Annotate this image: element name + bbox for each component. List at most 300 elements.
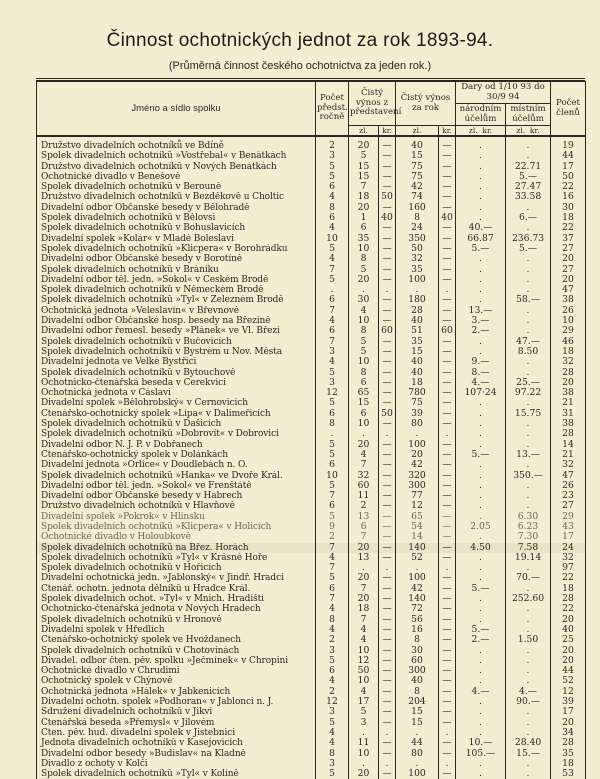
row-members: 20	[551, 615, 586, 625]
row-members: 19	[551, 136, 586, 151]
row-performances: 5	[316, 244, 349, 254]
table-row	[37, 481, 586, 491]
row-net-per-performance-zl: 15	[349, 172, 379, 182]
row-members: 28	[551, 368, 586, 378]
row-net-per-performance-zl: .	[349, 429, 379, 439]
row-net-year-zl: 24	[396, 223, 439, 233]
row-donation-national: 4.—	[456, 378, 506, 388]
row-members: 37	[551, 234, 586, 244]
table-row	[37, 347, 586, 357]
row-name: Divadelní spolek »Kolár« v Mladé Boleslavi	[37, 234, 316, 244]
row-net-year-zl: 28	[396, 306, 439, 316]
row-name: Jednota divadelních ochotníků v Kasejovicích	[37, 738, 316, 748]
row-donation-local: .	[506, 501, 551, 511]
row-donation-national: 5.—	[456, 625, 506, 635]
row-donation-national: .	[456, 707, 506, 717]
row-name: Spolek divadelních ochotníků »Vostřebal« v Benátkách	[37, 151, 316, 161]
row-performances: 3	[316, 151, 349, 161]
row-performances: 4	[316, 553, 349, 563]
row-net-per-performance-kr: —	[379, 625, 396, 635]
row-donation-local: .	[506, 656, 551, 666]
row-name: Spolek divadelních ochot. »Tyl« v Mnich. Hradišti	[37, 594, 316, 604]
row-donation-local: .	[506, 491, 551, 501]
row-performances: 8	[316, 749, 349, 759]
row-donation-national: 5.—	[456, 584, 506, 594]
row-net-year-zl: 15	[396, 347, 439, 357]
row-donation-local: .	[506, 460, 551, 470]
row-net-year-zl: 42	[396, 460, 439, 470]
row-net-year-kr: —	[439, 254, 456, 264]
page-subtitle: (Průměrná činnost českého ochotnictva za jeden rok.)	[168, 60, 432, 72]
row-net-per-performance-kr: 50	[379, 192, 396, 202]
row-name: Spolek divadelních ochotníků v Hořicích	[37, 563, 316, 573]
row-members: 38	[551, 388, 586, 398]
row-net-year-zl: 54	[396, 522, 439, 532]
row-performances: .	[316, 429, 349, 439]
row-name: Spolek divadelních ochotníků »Klicpera« v Borohrádku	[37, 244, 316, 254]
activity-table	[36, 81, 586, 779]
row-net-year-zl: 74	[396, 192, 439, 202]
row-net-year-kr: —	[439, 666, 456, 676]
unit-zl-kr-local: zl. kr.	[506, 126, 551, 137]
row-name: Ochotnicko-čtenářská jednota v Nových Hradech	[37, 604, 316, 614]
row-donation-national: .	[456, 265, 506, 275]
row-net-per-performance-kr: .	[379, 563, 396, 573]
row-members: 47	[551, 471, 586, 481]
row-performances: 7	[316, 265, 349, 275]
row-net-year-kr: —	[439, 522, 456, 532]
row-net-per-performance-kr: 60	[379, 326, 396, 336]
row-net-year-kr: —	[439, 749, 456, 759]
row-net-year-kr: —	[439, 398, 456, 408]
table-row	[37, 553, 586, 563]
row-donation-local: .	[506, 285, 551, 295]
row-net-year-kr: —	[439, 656, 456, 666]
row-net-per-performance-kr: —	[379, 676, 396, 686]
table-row	[37, 460, 586, 470]
row-donation-national: .	[456, 460, 506, 470]
row-net-year-zl: 140	[396, 543, 439, 553]
row-net-year-zl: 20	[396, 450, 439, 460]
row-donation-local: .	[506, 265, 551, 275]
row-net-per-performance-zl: 65	[349, 388, 379, 398]
row-net-per-performance-kr: —	[379, 234, 396, 244]
row-net-year-kr: 40	[439, 213, 456, 223]
row-performances: 4	[316, 357, 349, 367]
row-members: 38	[551, 419, 586, 429]
row-members: 20	[551, 254, 586, 264]
row-net-year-zl: 8	[396, 687, 439, 697]
row-net-year-kr: —	[439, 584, 456, 594]
header-members: Počet členů	[551, 82, 586, 137]
row-name: Divadelní spolek v Hředlích	[37, 625, 316, 635]
row-net-per-performance-kr: —	[379, 491, 396, 501]
row-name: Ochotnická jednota »Veleslavín« v Břevnově	[37, 306, 316, 316]
table-row	[37, 244, 586, 254]
row-donation-national: .	[456, 337, 506, 347]
row-members: 38	[551, 295, 586, 305]
row-net-year-kr: —	[439, 151, 456, 161]
row-members: 18	[551, 584, 586, 594]
row-performances: 2	[316, 687, 349, 697]
row-members: 28	[551, 738, 586, 748]
row-donation-national: 2.—	[456, 635, 506, 645]
row-donation-national: 3.—	[456, 316, 506, 326]
row-name: Divadelní odbor Občanské hosp. besedy na Březině	[37, 316, 316, 326]
row-performances: 5	[316, 368, 349, 378]
row-net-per-performance-zl: 20	[349, 136, 379, 151]
row-name: Ochotnicko-čtenářská beseda v Cerekvici	[37, 378, 316, 388]
row-net-per-performance-kr: —	[379, 532, 396, 542]
table-row	[37, 749, 586, 759]
table-row	[37, 656, 586, 666]
table-row	[37, 522, 586, 532]
row-net-per-performance-zl: 32	[349, 471, 379, 481]
row-donation-national: .	[456, 419, 506, 429]
row-net-per-performance-zl: 3	[349, 718, 379, 728]
row-donation-national: 10.—	[456, 738, 506, 748]
row-donation-national: .	[456, 481, 506, 491]
row-net-per-performance-zl: 10	[349, 419, 379, 429]
table-row	[37, 213, 586, 223]
row-donation-local: 22.71	[506, 162, 551, 172]
row-net-year-zl: 56	[396, 615, 439, 625]
row-name: Divadlo z ochoty v Kolči	[37, 759, 316, 769]
table-row	[37, 368, 586, 378]
row-performances: 8	[316, 615, 349, 625]
row-name: Spolek divadelních ochotníků v Německém Brodě	[37, 285, 316, 295]
row-name: Spolek divadelních ochotníků »Tyl« v Železném Brodě	[37, 295, 316, 305]
row-net-year-zl: 77	[396, 491, 439, 501]
row-net-per-performance-zl: 4	[349, 306, 379, 316]
row-donation-national: .	[456, 275, 506, 285]
row-members: 30	[551, 203, 586, 213]
row-name: Divadelní jednota »Orlice« v Doudlebách n. O.	[37, 460, 316, 470]
row-performances: 3	[316, 347, 349, 357]
row-performances: 4	[316, 728, 349, 738]
row-donation-national: .	[456, 429, 506, 439]
row-net-year-kr: —	[439, 676, 456, 686]
row-performances: 6	[316, 213, 349, 223]
table-row	[37, 254, 586, 264]
row-name: Čtenářsko-ochotnický spolek ve Hvoždanech	[37, 635, 316, 645]
row-net-per-performance-zl: 11	[349, 738, 379, 748]
row-net-per-performance-kr: —	[379, 357, 396, 367]
row-net-year-zl: 300	[396, 481, 439, 491]
row-performances: 8	[316, 419, 349, 429]
row-performances: 10	[316, 234, 349, 244]
row-net-per-performance-kr: —	[379, 697, 396, 707]
row-net-per-performance-kr: —	[379, 573, 396, 583]
row-performances: 7	[316, 594, 349, 604]
row-performances: 6	[316, 182, 349, 192]
row-members: 17	[551, 162, 586, 172]
row-net-year-zl: 52	[396, 553, 439, 563]
row-members: 17	[551, 532, 586, 542]
row-donation-local: 4.—	[506, 687, 551, 697]
row-net-per-performance-zl: 10	[349, 244, 379, 254]
row-net-year-kr: —	[439, 347, 456, 357]
row-net-per-performance-zl: 60	[349, 481, 379, 491]
table-row	[37, 440, 586, 450]
table-row	[37, 563, 586, 573]
row-performances: 5	[316, 398, 349, 408]
row-donation-national: .	[456, 604, 506, 614]
table-row	[37, 419, 586, 429]
row-performances: 4	[316, 223, 349, 233]
row-donation-national: .	[456, 656, 506, 666]
row-net-year-kr: —	[439, 378, 456, 388]
row-net-per-performance-kr: —	[379, 151, 396, 161]
row-members: 27	[551, 244, 586, 254]
row-name: Divadelní odbor Občanské besedy v Habrech	[37, 491, 316, 501]
row-net-year-zl: 35	[396, 337, 439, 347]
row-net-year-kr: —	[439, 172, 456, 182]
row-net-year-zl: 100	[396, 769, 439, 779]
table-row	[37, 584, 586, 594]
row-name: Divadelní jednota ve Velké Bystřici	[37, 357, 316, 367]
row-performances: 5	[316, 162, 349, 172]
row-net-per-performance-kr: —	[379, 749, 396, 759]
row-donation-local: 5.—	[506, 244, 551, 254]
row-net-per-performance-kr: —	[379, 687, 396, 697]
row-members: 18	[551, 347, 586, 357]
table-row	[37, 409, 586, 419]
row-net-year-zl: 8	[396, 213, 439, 223]
row-net-year-kr: .	[439, 285, 456, 295]
table-row	[37, 697, 586, 707]
row-net-per-performance-zl: .	[349, 563, 379, 573]
row-members: 22	[551, 223, 586, 233]
row-net-per-performance-zl: 20	[349, 203, 379, 213]
row-net-year-kr: —	[439, 481, 456, 491]
row-net-year-zl: 40	[396, 676, 439, 686]
row-net-per-performance-kr: —	[379, 635, 396, 645]
table-row	[37, 172, 586, 182]
row-net-per-performance-kr: —	[379, 646, 396, 656]
unit-zl-kr-national: zl. kr.	[456, 126, 506, 137]
table-row	[37, 326, 586, 336]
row-net-per-performance-zl: 20	[349, 440, 379, 450]
row-donation-local: 252.60	[506, 594, 551, 604]
row-net-per-performance-kr: .	[379, 728, 396, 738]
table-row	[37, 646, 586, 656]
table-row	[37, 759, 586, 769]
row-performances: 4	[316, 192, 349, 202]
row-donation-national: .	[456, 718, 506, 728]
row-net-per-performance-zl: 30	[349, 295, 379, 305]
row-net-year-kr: .	[439, 728, 456, 738]
row-net-year-zl: 39	[396, 409, 439, 419]
row-net-per-performance-kr: —	[379, 162, 396, 172]
row-donation-local: .	[506, 368, 551, 378]
row-donation-national: .	[456, 254, 506, 264]
row-donation-local: 27.47	[506, 182, 551, 192]
table-header	[37, 82, 586, 137]
row-net-per-performance-zl: 8	[349, 326, 379, 336]
row-net-year-zl: 100	[396, 275, 439, 285]
row-net-per-performance-zl: 5	[349, 347, 379, 357]
row-net-year-zl: 51	[396, 326, 439, 336]
row-donation-local: 47.—	[506, 337, 551, 347]
row-net-year-kr: —	[439, 738, 456, 748]
row-net-year-zl: 14	[396, 532, 439, 542]
row-net-per-performance-zl: 7	[349, 615, 379, 625]
row-net-per-performance-kr: —	[379, 707, 396, 717]
row-performances: 4	[316, 625, 349, 635]
row-net-year-kr: —	[439, 316, 456, 326]
row-donation-local: 70.—	[506, 573, 551, 583]
table-row	[37, 594, 586, 604]
row-donation-national: .	[456, 182, 506, 192]
row-donation-local: 25.—	[506, 378, 551, 388]
row-donation-local: 6.30	[506, 512, 551, 522]
row-name: Spolek divadelních ochotníků »Tyl« v Kolíně	[37, 769, 316, 779]
row-net-year-kr: .	[439, 563, 456, 573]
row-name: Družstvo divadelních ochotníků v Nových Benátkách	[37, 162, 316, 172]
row-net-per-performance-kr: .	[379, 759, 396, 769]
row-members: 20	[551, 378, 586, 388]
row-net-year-kr: —	[439, 192, 456, 202]
row-performances: 7	[316, 491, 349, 501]
row-net-per-performance-zl: 20	[349, 769, 379, 779]
row-donation-local: .	[506, 707, 551, 717]
row-donation-national: .	[456, 512, 506, 522]
row-donation-local: 97.22	[506, 388, 551, 398]
row-performances: 4	[316, 604, 349, 614]
table-row	[37, 162, 586, 172]
row-net-per-performance-kr: —	[379, 481, 396, 491]
row-net-per-performance-kr: —	[379, 450, 396, 460]
row-name: Spolek divadelních ochotníků v Bělovsi	[37, 213, 316, 223]
row-donation-local: 6.—	[506, 213, 551, 223]
row-donation-national: .	[456, 347, 506, 357]
row-members: 46	[551, 337, 586, 347]
table-row	[37, 398, 586, 408]
row-net-year-kr: —	[439, 532, 456, 542]
row-net-per-performance-zl: 6	[349, 378, 379, 388]
row-net-per-performance-zl: 11	[349, 491, 379, 501]
table-row	[37, 182, 586, 192]
row-net-per-performance-kr: —	[379, 512, 396, 522]
row-net-year-zl: 204	[396, 697, 439, 707]
row-net-year-zl: 42	[396, 584, 439, 594]
row-members: 44	[551, 151, 586, 161]
row-net-per-performance-kr: —	[379, 347, 396, 357]
row-net-per-performance-zl: 20	[349, 275, 379, 285]
row-net-year-kr: —	[439, 419, 456, 429]
table-row	[37, 676, 586, 686]
row-net-year-zl: 12	[396, 501, 439, 511]
row-donation-national: 107·24	[456, 388, 506, 398]
row-name: Spolek divadelních ochotníků v Bytouchově	[37, 368, 316, 378]
row-performances: 5	[316, 481, 349, 491]
row-donation-national: 8.—	[456, 368, 506, 378]
table-row	[37, 738, 586, 748]
row-net-per-performance-zl: 4	[349, 635, 379, 645]
table-row	[37, 625, 586, 635]
row-net-per-performance-zl: 5	[349, 707, 379, 717]
table-row	[37, 357, 586, 367]
table-row	[37, 234, 586, 244]
row-members: 47	[551, 285, 586, 295]
row-net-per-performance-kr: —	[379, 182, 396, 192]
row-performances: 6	[316, 409, 349, 419]
table-row	[37, 378, 586, 388]
row-members: 18	[551, 759, 586, 769]
row-net-year-kr: —	[439, 594, 456, 604]
row-members: 24	[551, 543, 586, 553]
row-net-per-performance-zl: 4	[349, 450, 379, 460]
row-members: 32	[551, 553, 586, 563]
row-performances: 4	[316, 316, 349, 326]
row-net-per-performance-zl: 8	[349, 254, 379, 264]
row-name: Divadelní odbor N. J. P. v Dobřanech	[37, 440, 316, 450]
row-name: Čtenářsko-ochotnický spolek v Dolánkách	[37, 450, 316, 460]
row-net-per-performance-zl: 13	[349, 512, 379, 522]
row-net-year-kr: —	[439, 203, 456, 213]
row-net-per-performance-zl: 15	[349, 398, 379, 408]
row-name: Divadelní spolek »Pokrok« v Hlinsku	[37, 512, 316, 522]
row-net-per-performance-kr: —	[379, 615, 396, 625]
row-net-per-performance-kr: .	[379, 429, 396, 439]
row-performances: 5	[316, 718, 349, 728]
row-members: 29	[551, 512, 586, 522]
row-donation-local: 6.23	[506, 522, 551, 532]
row-net-per-performance-kr: —	[379, 172, 396, 182]
table-row	[37, 687, 586, 697]
row-net-year-kr: —	[439, 687, 456, 697]
row-name: Divadelní odbor Občanské besedy v Bělohradě	[37, 203, 316, 213]
unit-zl: zl.	[396, 126, 439, 137]
header-donations: Dary od 1/10 93 do 30/9 94	[456, 82, 551, 104]
row-net-per-performance-kr: —	[379, 718, 396, 728]
row-net-year-zl: 300	[396, 666, 439, 676]
row-net-year-zl: 15	[396, 718, 439, 728]
row-donation-national: .	[456, 162, 506, 172]
row-members: 32	[551, 460, 586, 470]
row-net-year-zl: 140	[396, 594, 439, 604]
row-donation-local: .	[506, 625, 551, 635]
row-performances: 4	[316, 254, 349, 264]
row-net-year-zl: 42	[396, 182, 439, 192]
row-members: 44	[551, 666, 586, 676]
row-performances: 5	[316, 769, 349, 779]
table-row	[37, 223, 586, 233]
row-net-year-zl: 16	[396, 625, 439, 635]
row-name: Ochotnické divadlo v Holoubkově	[37, 532, 316, 542]
row-net-per-performance-zl: 5	[349, 265, 379, 275]
row-net-per-performance-kr: —	[379, 398, 396, 408]
row-name: Čtenářsko-ochotnický spolek »Lípa« v Dalimeřicích	[37, 409, 316, 419]
row-members: 31	[551, 409, 586, 419]
row-net-per-performance-kr: —	[379, 388, 396, 398]
row-net-per-performance-zl: 7	[349, 532, 379, 542]
row-donation-local: .	[506, 203, 551, 213]
row-net-per-performance-kr: 40	[379, 213, 396, 223]
row-net-year-zl: .	[396, 563, 439, 573]
row-net-year-kr: —	[439, 553, 456, 563]
row-net-year-kr: —	[439, 512, 456, 522]
row-net-per-performance-zl: 5	[349, 151, 379, 161]
row-net-year-kr: —	[439, 615, 456, 625]
row-net-year-kr: .	[439, 759, 456, 769]
row-performances: 3	[316, 378, 349, 388]
row-performances: 5	[316, 275, 349, 285]
row-net-per-performance-zl: 6	[349, 223, 379, 233]
row-net-year-kr: —	[439, 769, 456, 779]
table-row	[37, 192, 586, 202]
